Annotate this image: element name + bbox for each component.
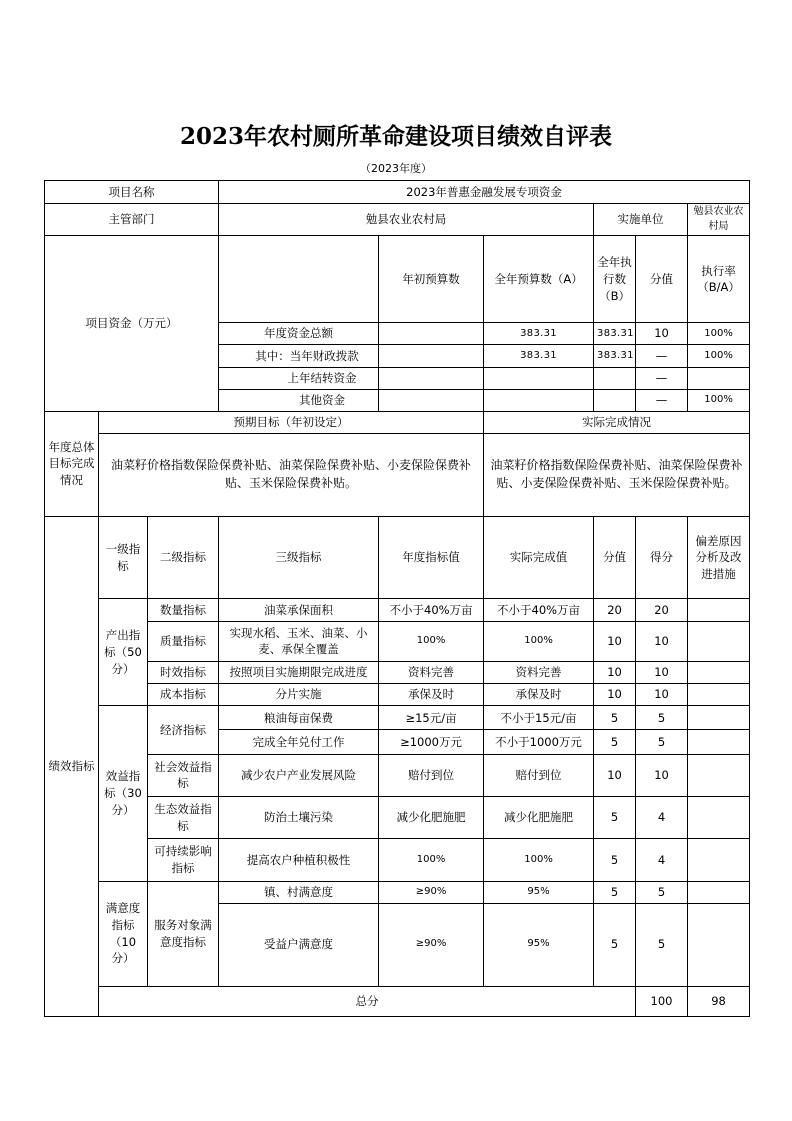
goals-content-row	[45, 434, 750, 517]
perf-row	[45, 706, 750, 730]
perf-row	[45, 754, 750, 796]
perf-row	[45, 661, 750, 683]
perf-l2-quality: 质量指标	[148, 621, 219, 661]
funds-row-rate	[688, 367, 750, 389]
project-name-label: 项目名称	[45, 181, 219, 204]
funds-row-label: 其中：当年财政拨款	[219, 345, 379, 367]
goals-actual-text: 油菜籽价格指数保险保费补贴、油菜保险保费补贴、小麦保险保费补贴、玉米保险保费补贴。	[484, 434, 750, 517]
perf-row	[45, 599, 750, 621]
funds-row-budget: 383.31	[484, 345, 594, 367]
funds-row-rate: 100%	[688, 345, 750, 367]
perf-l3: 受益户满意度	[219, 903, 379, 986]
funds-label: 项目资金（万元）	[45, 236, 219, 411]
funds-header-initial: 年初预算数	[379, 236, 484, 323]
project-name-row	[45, 181, 750, 204]
perf-l3: 完成全年兑付工作	[219, 730, 379, 754]
dept-row	[45, 204, 750, 236]
perf-actual: 100%	[484, 839, 594, 881]
perf-header-actual: 实际完成值	[484, 516, 594, 599]
total-label: 总分	[99, 986, 636, 1016]
perf-actual: 不小于40%万亩	[484, 599, 594, 621]
goals-expected-label: 预期目标（年初设定）	[99, 411, 484, 433]
perf-actual: 资料完善	[484, 661, 594, 683]
perf-score: 5	[636, 903, 688, 986]
perf-l3: 实现水稻、玉米、油菜、小麦、承保全覆盖	[219, 621, 379, 661]
funds-row-budget	[484, 367, 594, 389]
perf-l3: 镇、村满意度	[219, 881, 379, 903]
perf-remark	[688, 730, 750, 754]
evaluation-table	[44, 180, 750, 1017]
funds-row-score-value: —	[636, 345, 688, 367]
perf-remark	[688, 661, 750, 683]
funds-row-label: 年度资金总额	[219, 323, 379, 345]
perf-row	[45, 881, 750, 903]
funds-row-initial	[379, 323, 484, 345]
perf-target: 100%	[379, 621, 484, 661]
funds-row-exec	[594, 367, 636, 389]
perf-score: 20	[636, 599, 688, 621]
perf-score: 4	[636, 796, 688, 838]
funds-row-exec: 383.31	[594, 345, 636, 367]
perf-score-value: 10	[594, 661, 636, 683]
perf-score-value: 5	[594, 839, 636, 881]
perf-target: ≥90%	[379, 881, 484, 903]
perf-remark	[688, 599, 750, 621]
perf-score-value: 5	[594, 706, 636, 730]
perf-actual: 100%	[484, 621, 594, 661]
perf-score: 10	[636, 754, 688, 796]
perf-target: 资料完善	[379, 661, 484, 683]
perf-l2-cost: 成本指标	[148, 684, 219, 706]
perf-remark	[688, 903, 750, 986]
funds-header-rate: 执行率（B/A）	[688, 236, 750, 323]
perf-label: 绩效指标	[45, 516, 99, 1016]
perf-target: ≥1000万元	[379, 730, 484, 754]
perf-header-score: 得分	[636, 516, 688, 599]
perf-score-value: 5	[594, 796, 636, 838]
goals-actual-label: 实际完成情况	[484, 411, 750, 433]
funds-row-budget: 383.31	[484, 323, 594, 345]
perf-actual: 不小于15元/亩	[484, 706, 594, 730]
perf-header-row	[45, 516, 750, 599]
dept-value: 勉县农业农村局	[219, 204, 594, 236]
perf-l3: 减少农户产业发展风险	[219, 754, 379, 796]
perf-score: 10	[636, 661, 688, 683]
goals-expected-text: 油菜籽价格指数保险保费补贴、油菜保险保费补贴、小麦保险保费补贴、玉米保险保费补贴。	[99, 434, 484, 517]
perf-score: 5	[636, 730, 688, 754]
funds-row-budget	[484, 389, 594, 411]
perf-score-value: 10	[594, 684, 636, 706]
perf-score: 5	[636, 881, 688, 903]
perf-remark	[688, 796, 750, 838]
perf-l2-quantity: 数量指标	[148, 599, 219, 621]
total-score-value: 100	[636, 986, 688, 1016]
funds-row-initial	[379, 345, 484, 367]
funds-row-score-value: 10	[636, 323, 688, 345]
funds-row-rate: 100%	[688, 389, 750, 411]
perf-row	[45, 839, 750, 881]
total-score: 98	[688, 986, 750, 1016]
funds-row-label: 上年结转资金	[219, 367, 379, 389]
perf-remark	[688, 621, 750, 661]
perf-actual: 赔付到位	[484, 754, 594, 796]
perf-score-value: 5	[594, 903, 636, 986]
perf-actual: 减少化肥施肥	[484, 796, 594, 838]
perf-score: 4	[636, 839, 688, 881]
perf-header-target: 年度指标值	[379, 516, 484, 599]
perf-l3: 油菜承保面积	[219, 599, 379, 621]
perf-actual: 95%	[484, 903, 594, 986]
perf-target: 赔付到位	[379, 754, 484, 796]
funds-header-blank	[219, 236, 379, 323]
dept-label: 主管部门	[45, 204, 219, 236]
funds-header-budget: 全年预算数（A）	[484, 236, 594, 323]
perf-score: 10	[636, 684, 688, 706]
funds-header-row	[45, 236, 750, 323]
perf-l2-service: 服务对象满意度指标	[148, 881, 219, 986]
perf-actual: 95%	[484, 881, 594, 903]
perf-header-l3: 三级指标	[219, 516, 379, 599]
perf-actual: 承保及时	[484, 684, 594, 706]
perf-group-output: 产出指标（50分）	[99, 599, 148, 706]
perf-header-l1: 一级指标	[99, 516, 148, 599]
year-label: （2023年度）	[360, 162, 432, 175]
perf-row	[45, 621, 750, 661]
funds-row-initial	[379, 389, 484, 411]
funds-row-exec	[594, 389, 636, 411]
impl-label: 实施单位	[594, 204, 688, 236]
perf-remark	[688, 839, 750, 881]
impl-value: 勉县农业农村局	[688, 204, 750, 236]
perf-group-benefit: 效益指标（30分）	[99, 706, 148, 881]
funds-row-exec: 383.31	[594, 323, 636, 345]
perf-score: 5	[636, 706, 688, 730]
perf-l3: 提高农户种植积极性	[219, 839, 379, 881]
perf-target: ≥15元/亩	[379, 706, 484, 730]
perf-target: 100%	[379, 839, 484, 881]
perf-l2-social: 社会效益指标	[148, 754, 219, 796]
funds-row-initial	[379, 367, 484, 389]
perf-l2-economic: 经济指标	[148, 706, 219, 754]
perf-score-value: 5	[594, 730, 636, 754]
perf-header-score-value: 分值	[594, 516, 636, 599]
perf-score-value: 20	[594, 599, 636, 621]
perf-l3: 粮油每亩保费	[219, 706, 379, 730]
goals-header-row	[45, 411, 750, 433]
perf-remark	[688, 684, 750, 706]
perf-group-satisfaction: 满意度指标（10分）	[99, 881, 148, 986]
perf-l3: 防治土壤污染	[219, 796, 379, 838]
perf-l2-sustainable: 可持续影响指标	[148, 839, 219, 881]
perf-remark	[688, 881, 750, 903]
goals-label: 年度总体目标完成情况	[45, 411, 99, 516]
funds-row-label: 其他资金	[219, 389, 379, 411]
total-row	[45, 986, 750, 1016]
funds-header-score-value: 分值	[636, 236, 688, 323]
perf-remark	[688, 754, 750, 796]
perf-target: 承保及时	[379, 684, 484, 706]
project-name-value: 2023年普惠金融发展专项资金	[219, 181, 750, 204]
funds-header-exec: 全年执行数（B）	[594, 236, 636, 323]
funds-row-score-value: —	[636, 367, 688, 389]
perf-header-remark: 偏差原因分析及改进措施	[688, 516, 750, 599]
perf-target: ≥90%	[379, 903, 484, 986]
perf-actual: 不小于1000万元	[484, 730, 594, 754]
perf-target: 不小于40%万亩	[379, 599, 484, 621]
perf-score-value: 10	[594, 754, 636, 796]
perf-remark	[688, 706, 750, 730]
perf-header-l2: 二级指标	[148, 516, 219, 599]
page-title: 2023年农村厕所革命建设项目绩效自评表	[179, 123, 612, 150]
perf-score-value: 10	[594, 621, 636, 661]
perf-l3: 分片实施	[219, 684, 379, 706]
perf-score-value: 5	[594, 881, 636, 903]
perf-l3: 按照项目实施期限完成进度	[219, 661, 379, 683]
perf-row	[45, 684, 750, 706]
funds-row-rate: 100%	[688, 323, 750, 345]
funds-row-score-value: —	[636, 389, 688, 411]
perf-l2-timeliness: 时效指标	[148, 661, 219, 683]
perf-score: 10	[636, 621, 688, 661]
perf-row	[45, 796, 750, 838]
perf-l2-ecological: 生态效益指标	[148, 796, 219, 838]
perf-target: 减少化肥施肥	[379, 796, 484, 838]
